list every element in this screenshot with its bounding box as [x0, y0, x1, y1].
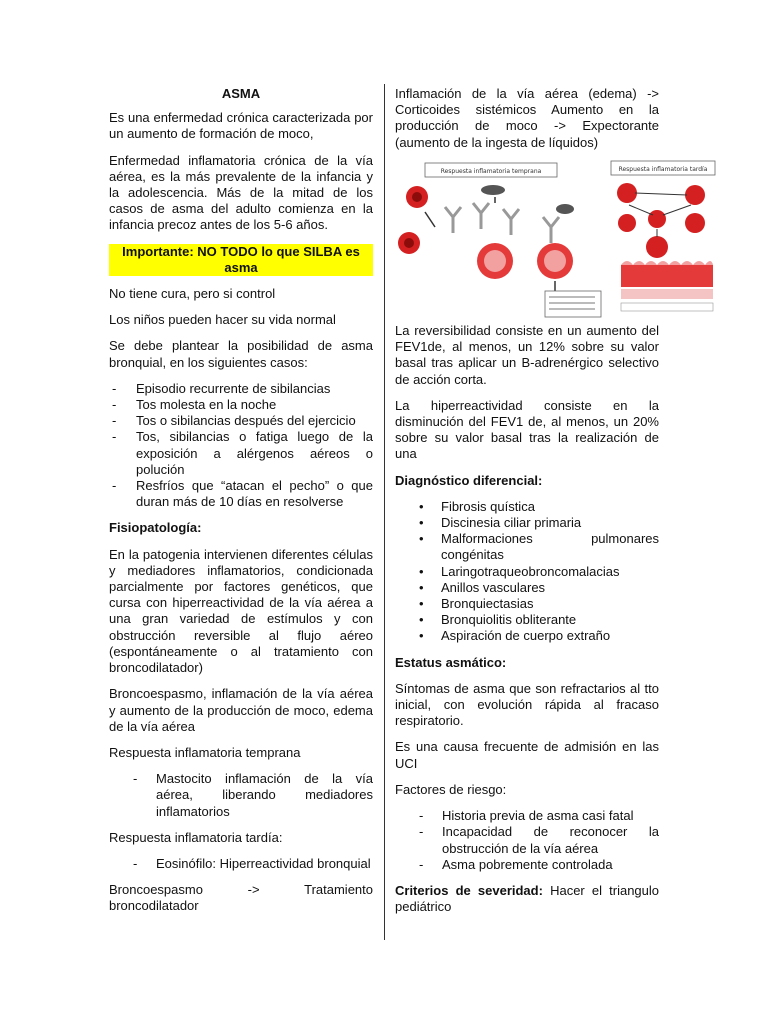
mast-cell-icon [685, 185, 705, 205]
cases-list [109, 381, 373, 511]
paragraph-reversibility: La reversibilidad consiste en un aumento del FEV1de, al menos, un 12% sobre su valor basal tras aplicar un B-adrenérgico selectivo de acción corta. [395, 323, 659, 387]
list-item: - Asma pobremente controlada [395, 857, 659, 873]
paragraph-treatment: Broncoespasmo -> Tratamiento broncodilatador [109, 882, 373, 914]
list-item: - Episodio recurrente de sibilancias [109, 381, 373, 397]
paragraph-patogenia: En la patogenia intervienen diferentes células y mediadores inflamatorios, condicionada parcialmente por factores genéticos, que cursa con hiperreactividad de la vía aérea a una gran variedad de estímulos y con obstrucción reversible al flujo aéreo (espontáneamente o al tratamiento con broncodilatador) [109, 546, 373, 676]
list-item: - Historia previa de asma casi fatal [395, 808, 659, 824]
inflammatory-cell-icon [646, 236, 668, 258]
list-item: - Resfríos que “atacan el pecho” o que duran más de 10 días en resolverse [109, 478, 373, 510]
heading-risk-factors: Factores de riesgo: [395, 781, 507, 797]
list-item: - Incapacidad de reconocer la obstrucción de la vía aérea [395, 824, 659, 856]
list-item: • Anillos vasculares [395, 580, 659, 596]
inflammatory-response-diagram [395, 157, 717, 319]
antigen-icon [481, 185, 505, 195]
paragraph-normal-life: Los niños pueden hacer su vida normal [109, 312, 336, 328]
list-item: • Fibrosis quística [395, 499, 659, 515]
heading-status-asthmaticus: Estatus asmático: [395, 654, 507, 670]
heading-fisiopatologia: Fisiopatología: [109, 520, 202, 536]
list-item: • Laringotraqueobroncomalacias [395, 564, 659, 580]
late-response-list [109, 856, 373, 872]
paragraph-status-symptoms: Síntomas de asma que son refractarios al tto inicial, con evolución rápida al fracaso respiratorio. [395, 680, 659, 729]
antigen-icon [556, 204, 574, 214]
risk-factors-list [395, 808, 659, 873]
paragraph-hyperreactivity: La hiperreactividad consiste en la disminución del FEV1 de, al menos, un 20% sobre su valor basal tras la realización de una [395, 397, 659, 462]
list-item: • Bronquiectasias [395, 596, 659, 612]
paragraph-severity [395, 883, 659, 915]
list-item: - Tos, sibilancias o fatiga luego de la exposición a alérgenos aéreos o polución [109, 429, 373, 478]
column-divider [384, 84, 385, 940]
paragraph-cases-intro: Se debe plantear la posibilidad de asma bronquial, en los siguientes casos: [109, 338, 373, 370]
heading-late-response: Respuesta inflamatoria tardía: [109, 829, 283, 845]
early-response-label: Respuesta inflamatoria temprana [440, 167, 542, 175]
lymphocyte-icon [618, 214, 636, 232]
eosinophil-icon [648, 210, 666, 228]
differential-diagnosis-list [395, 499, 659, 645]
arrow-icon [425, 212, 435, 227]
left-column [109, 86, 373, 925]
antibody-icon [543, 217, 559, 243]
list-item: • Malformaciones pulmonares congénitas [395, 531, 659, 563]
severity-label: Criterios de severidad: [395, 882, 543, 898]
airway-wall [621, 265, 713, 287]
list-item: - Tos o sibilancias después del ejercicio [109, 413, 373, 429]
antibody-icon [445, 207, 461, 233]
list-item: - Tos molesta en la noche [109, 397, 373, 413]
paragraph-no-cure: No tiene cura, pero si control [109, 286, 276, 302]
document-title: ASMA [221, 86, 261, 101]
important-highlight: Importante: NO TODO lo que SILBA es asma [109, 244, 373, 276]
list-item: • Aspiración de cuerpo extraño [395, 628, 659, 644]
severity-text: Hacer el triangulo pediátrico [395, 882, 660, 915]
antibody-icon [503, 209, 519, 235]
macrophage-icon [617, 183, 637, 203]
list-item: - Eosinófilo: Hiperreactividad bronquial [109, 856, 373, 872]
right-column [395, 86, 708, 925]
list-item: • Bronquiolitis obliterante [395, 612, 659, 628]
paragraph-epidemiology: Enfermedad inflamatoria crónica de la vía aérea, es la más prevalente de la infancia y la adolescencia. Más de la mitad de los casos de asma del adulto comienza en la infancia precoz antes de los 5-6 años. [109, 152, 373, 233]
inflammatory-response-figure [395, 157, 717, 323]
antibody-icon [473, 203, 489, 229]
late-response-label: Respuesta inflamatoria tardía [618, 165, 708, 173]
paragraph-definition: Es una enfermedad crónica caracterizada por un aumento de formación de moco, [109, 110, 373, 142]
early-response-list [109, 771, 373, 820]
heading-differential-diagnosis: Diagnóstico diferencial: [395, 472, 543, 488]
list-item: - Mastocito inflamación de la vía aérea, liberando mediadores inflamatorios [109, 771, 373, 820]
neutrophil-icon [685, 213, 705, 233]
paragraph-icu: Es una causa frecuente de admisión en las UCI [395, 739, 659, 771]
list-item: • Discinesia ciliar primaria [395, 515, 659, 531]
heading-early-response: Respuesta inflamatoria temprana [109, 744, 301, 760]
paragraph-inflammation-treatment: Inflamación de la vía aérea (edema) -> Corticoides sistémicos Aumento en la producción de moco -> Expectorante (aumento de la ingesta de líquidos) [395, 86, 659, 150]
paragraph-broncoespasmo: Broncoespasmo, inflamación de la vía aérea y aumento de la producción de moco, edema de la vía aérea [109, 686, 373, 734]
